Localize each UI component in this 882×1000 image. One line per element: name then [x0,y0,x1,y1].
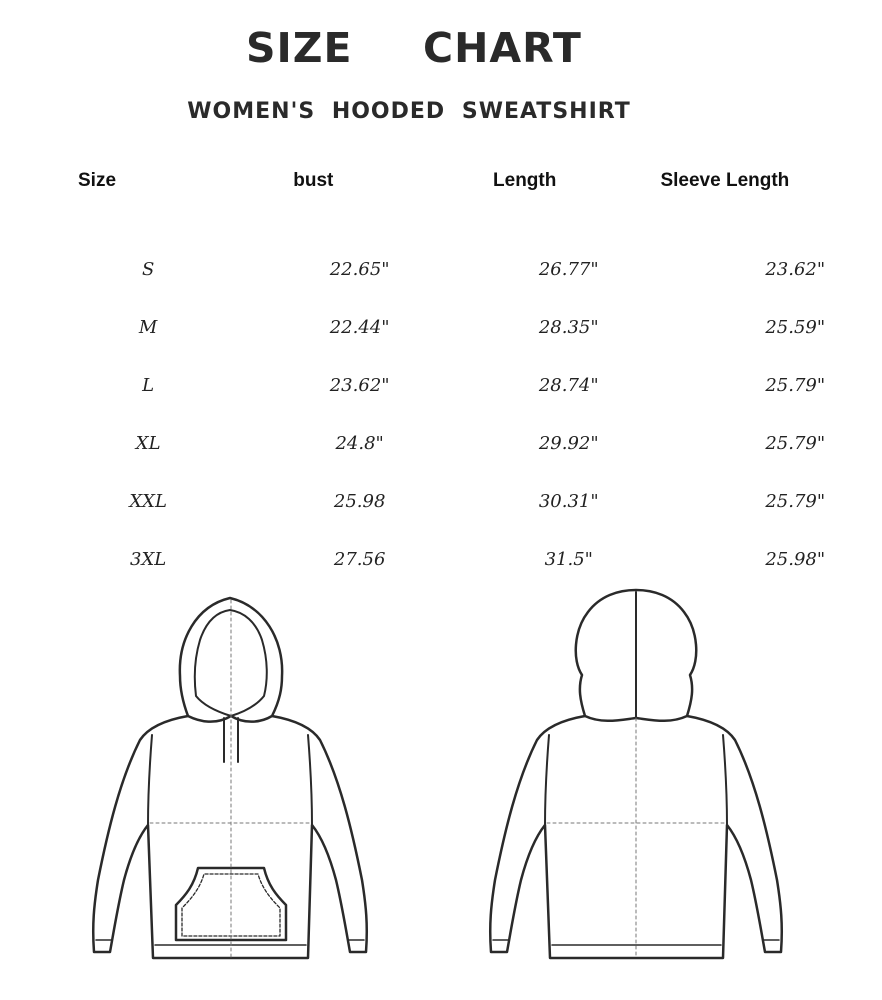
table-row [0,530,882,588]
cell-length: 26.77" [538,258,599,280]
header-size: Size [78,170,117,191]
cell-bust: 22.44" [329,316,390,338]
header-sleeve-length: Sleeve Length [660,170,790,191]
table-row [0,356,882,414]
table-row [0,298,882,356]
title-word-chart: CHART [423,24,582,72]
table-spacer [0,202,882,240]
cell-size: M [138,316,158,338]
cell-sleeve-length: 25.98" [765,548,826,570]
cell-sleeve-length: 25.79" [765,490,826,512]
header-length: Length [493,170,557,191]
header-bust: bust [293,170,334,191]
table-row [0,240,882,298]
cell-sleeve-length: 23.62" [765,258,826,280]
cell-bust: 27.56 [333,548,386,570]
cell-length: 28.74" [538,374,599,396]
table-row [0,472,882,530]
table-header-row [0,160,882,202]
cell-size: XXL [129,490,167,512]
cell-bust: 24.8" [335,432,384,454]
cell-length: 31.5" [544,548,593,570]
hoodie-front-icon [93,598,367,958]
size-chart-title [0,22,882,74]
cell-sleeve-length: 25.59" [765,316,826,338]
cell-bust: 23.62" [329,374,390,396]
cell-length: 30.31" [538,490,599,512]
table-row [0,414,882,472]
size-table [0,160,882,588]
title-word-size: SIZE [246,24,353,72]
hoodie-back-icon [490,590,782,958]
cell-bust: 22.65" [329,258,390,280]
hoodie-diagrams [0,585,882,985]
product-subtitle: WOMEN'S HOODED SWEATSHIRT [187,99,631,124]
cell-length: 29.92" [538,432,599,454]
cell-size: XL [135,432,161,454]
cell-sleeve-length: 25.79" [765,432,826,454]
cell-bust: 25.98 [333,490,386,512]
cell-length: 28.35" [538,316,599,338]
cell-size: L [142,374,155,396]
cell-sleeve-length: 25.79" [765,374,826,396]
cell-size: 3XL [130,548,167,570]
cell-size: S [141,258,155,280]
